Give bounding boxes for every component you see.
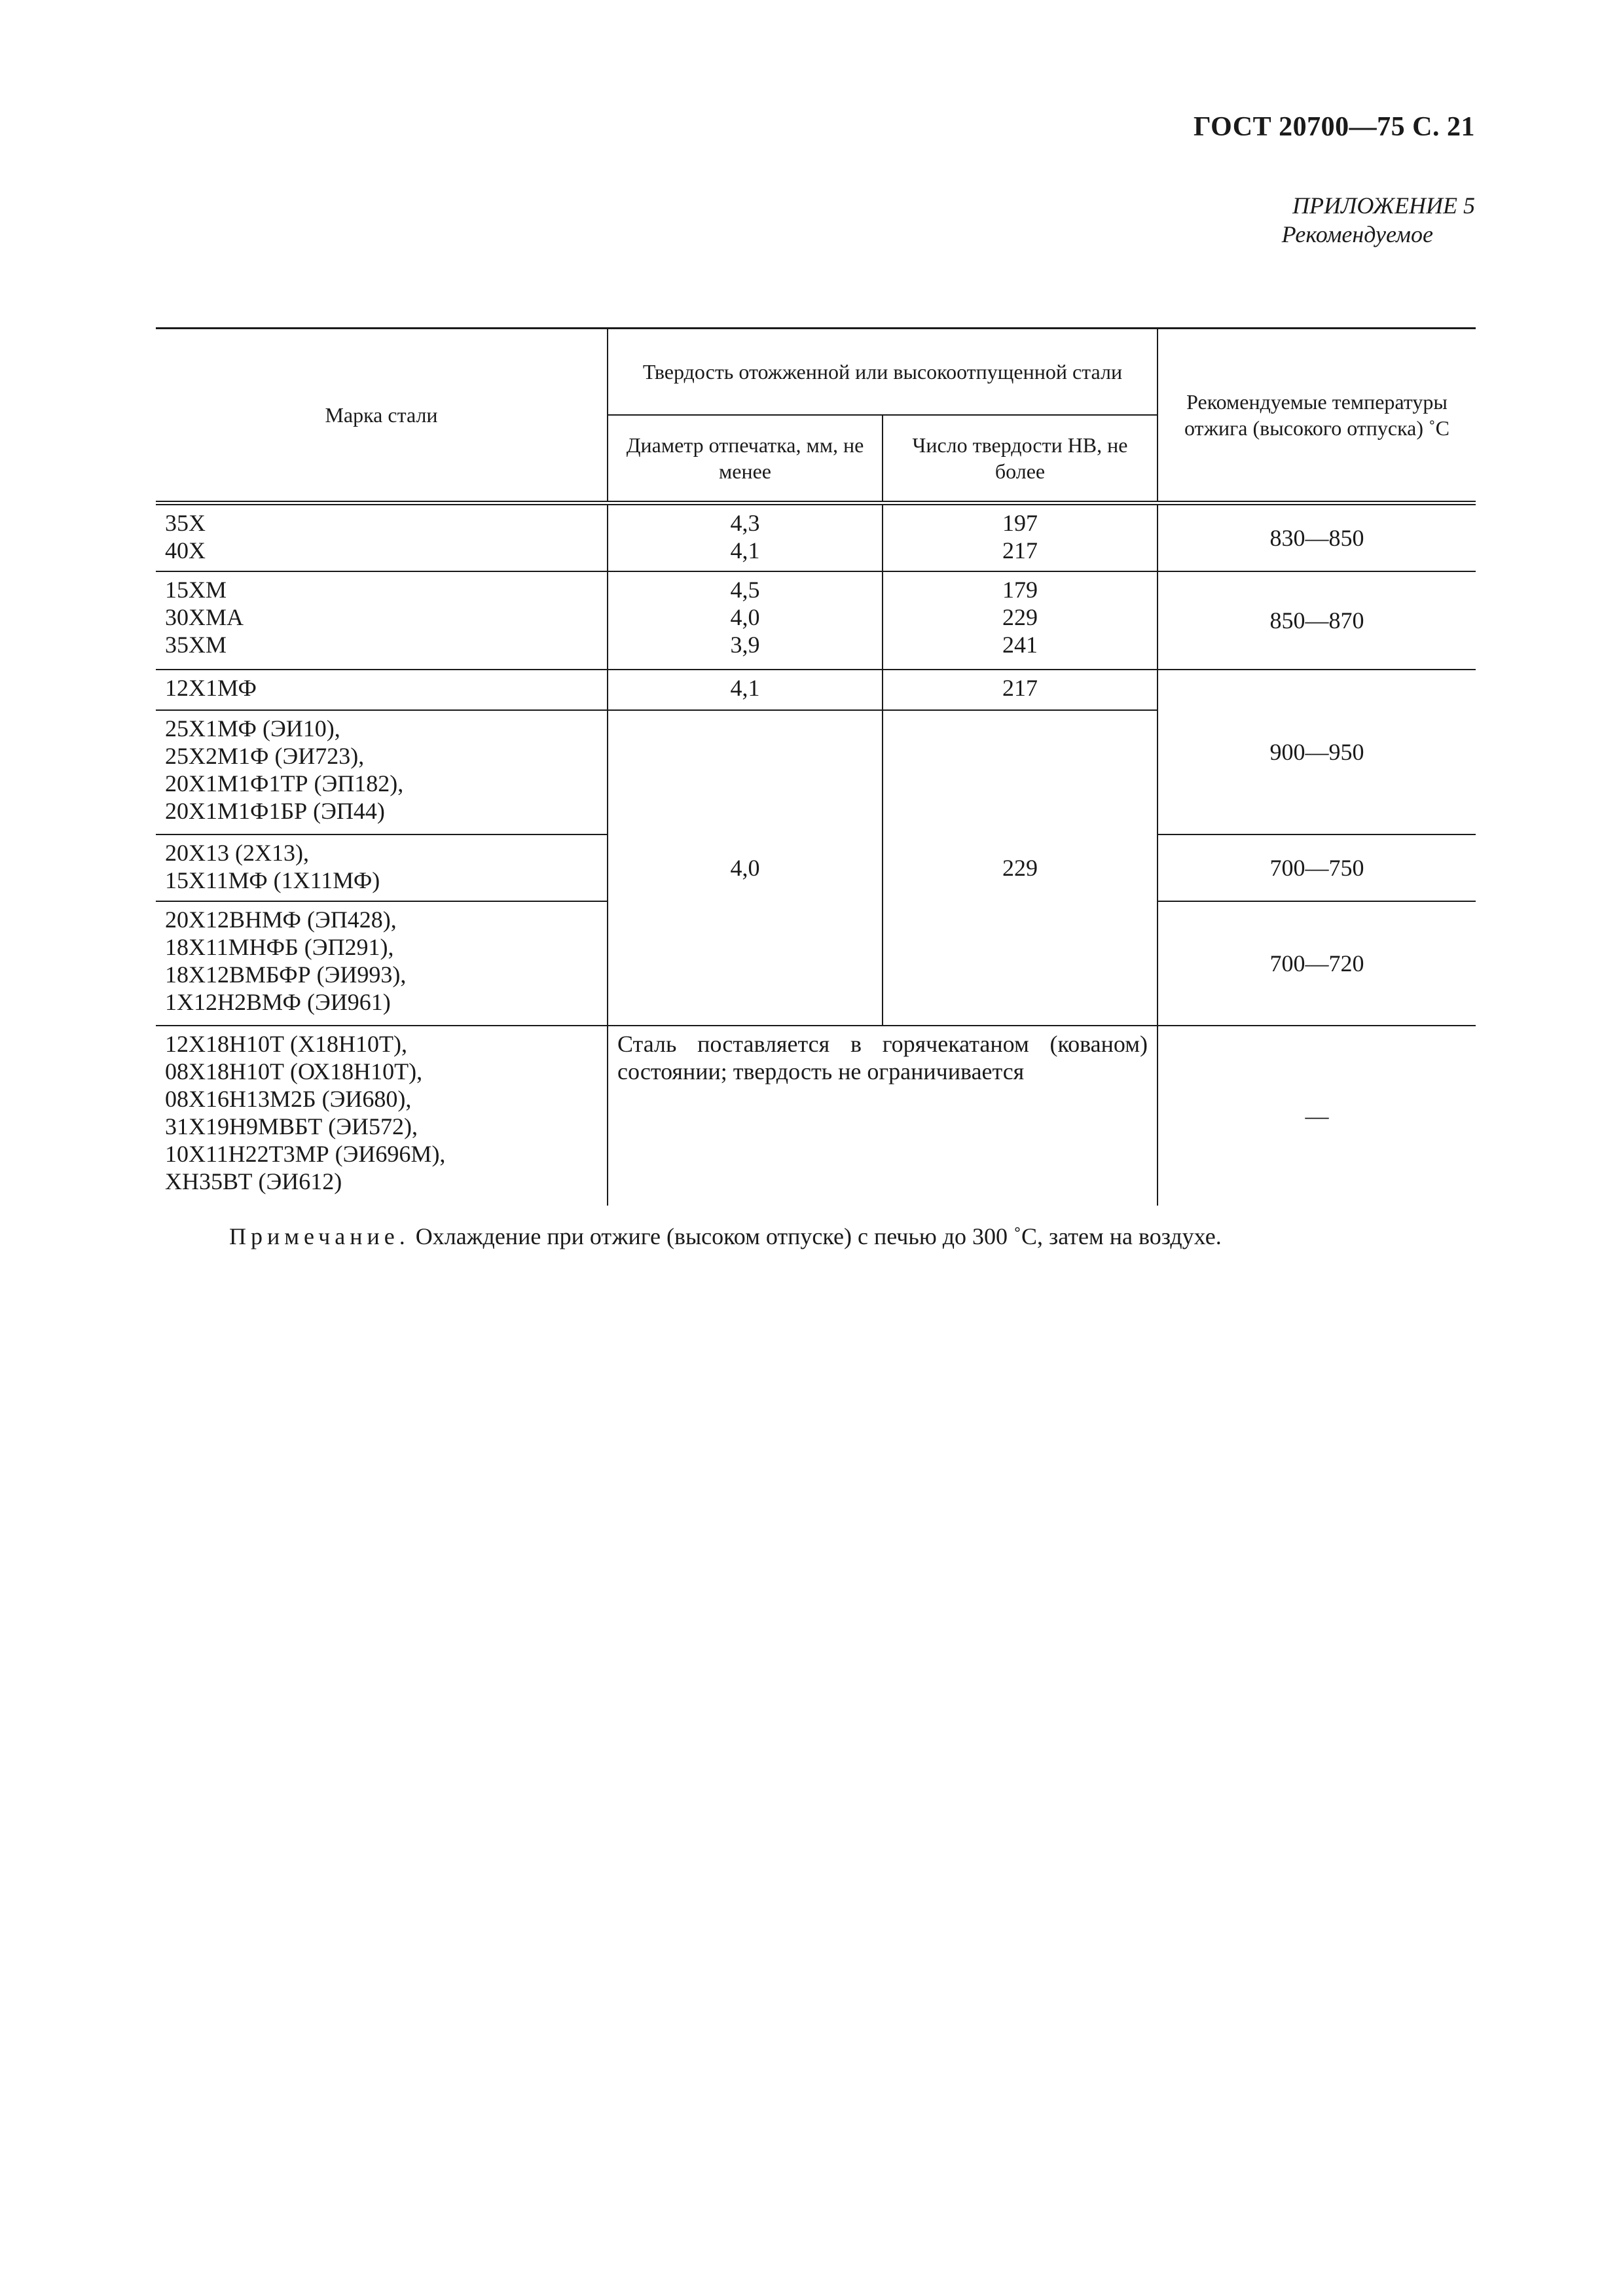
- footnote-text: Охлаждение при отжиге (высоком отпуске) с печью до 300 ˚С, затем на воздухе.: [415, 1223, 1222, 1249]
- cell-temp: 830—850: [1158, 503, 1476, 572]
- header-diameter: Диаметр отпечатка, мм, не менее: [608, 415, 883, 503]
- cell-temp: 700—750: [1158, 834, 1476, 901]
- table-row: [156, 571, 1476, 670]
- page-header: ГОСТ 20700—75 С. 21: [1193, 112, 1475, 142]
- annex-label: [1282, 191, 1475, 249]
- cell-hb: 197 217: [883, 503, 1158, 572]
- table-row: [156, 1026, 1476, 1206]
- cell-temp: 850—870: [1158, 571, 1476, 670]
- annex-title: ПРИЛОЖЕНИЕ 5: [1292, 192, 1475, 219]
- cell-grades: 25Х1МФ (ЭИ10), 25Х2М1Ф (ЭИ723), 20Х1М1Ф1ТР (ЭП182), 20Х1М1Ф1БР (ЭП44): [156, 710, 608, 834]
- cell-hb: 229: [883, 710, 1158, 1026]
- cell-hb: 179 229 241: [883, 571, 1158, 670]
- cell-grades: 20Х12ВНМФ (ЭП428), 18Х11МНФБ (ЭП291), 18Х12ВМБФР (ЭИ993), 1Х12Н2ВМФ (ЭИ961): [156, 901, 608, 1026]
- annex-subtitle: Рекомендуемое: [1281, 221, 1433, 247]
- header-hb: Число твердости НВ, не более: [883, 415, 1158, 503]
- cell-grades: 35Х 40Х: [156, 503, 608, 572]
- cell-hb: 217: [883, 670, 1158, 710]
- table-row: [156, 503, 1476, 572]
- cell-diameter: 4,0: [608, 710, 883, 1026]
- cell-supply-note: Сталь поставляется в горячекатаном (кованом) состоянии; твердость не ограничивается: [608, 1026, 1158, 1206]
- cell-temp: 900—950: [1158, 670, 1476, 834]
- cell-diameter: 4,3 4,1: [608, 503, 883, 572]
- cell-grades: 12Х1МФ: [156, 670, 608, 710]
- cell-grades: 12Х18Н10Т (Х18Н10Т), 08Х18Н10Т (ОХ18Н10Т), 08Х16Н13М2Б (ЭИ680), 31Х19Н9МВБТ (ЭИ572), 10Х11Н22Т3МР (ЭИ696М), ХН35ВТ (ЭИ612): [156, 1026, 608, 1206]
- annealing-table: [156, 327, 1476, 1206]
- footnote: [229, 1223, 1222, 1250]
- header-grade: Марка стали: [156, 329, 608, 503]
- header-temp: Рекомендуемые температуры отжига (высокого отпуска) ˚С: [1158, 329, 1476, 503]
- footnote-label: Примечание.: [229, 1223, 410, 1249]
- cell-temp: 700—720: [1158, 901, 1476, 1026]
- cell-grades: 20Х13 (2Х13), 15Х11МФ (1Х11МФ): [156, 834, 608, 901]
- table-row: [156, 670, 1476, 710]
- header-hardness-group: Твердость отожженной или высокоотпущенной стали: [608, 329, 1158, 416]
- cell-grades: 15ХМ 30ХМА 35ХМ: [156, 571, 608, 670]
- cell-diameter: 4,1: [608, 670, 883, 710]
- cell-temp: —: [1158, 1026, 1476, 1206]
- cell-diameter: 4,5 4,0 3,9: [608, 571, 883, 670]
